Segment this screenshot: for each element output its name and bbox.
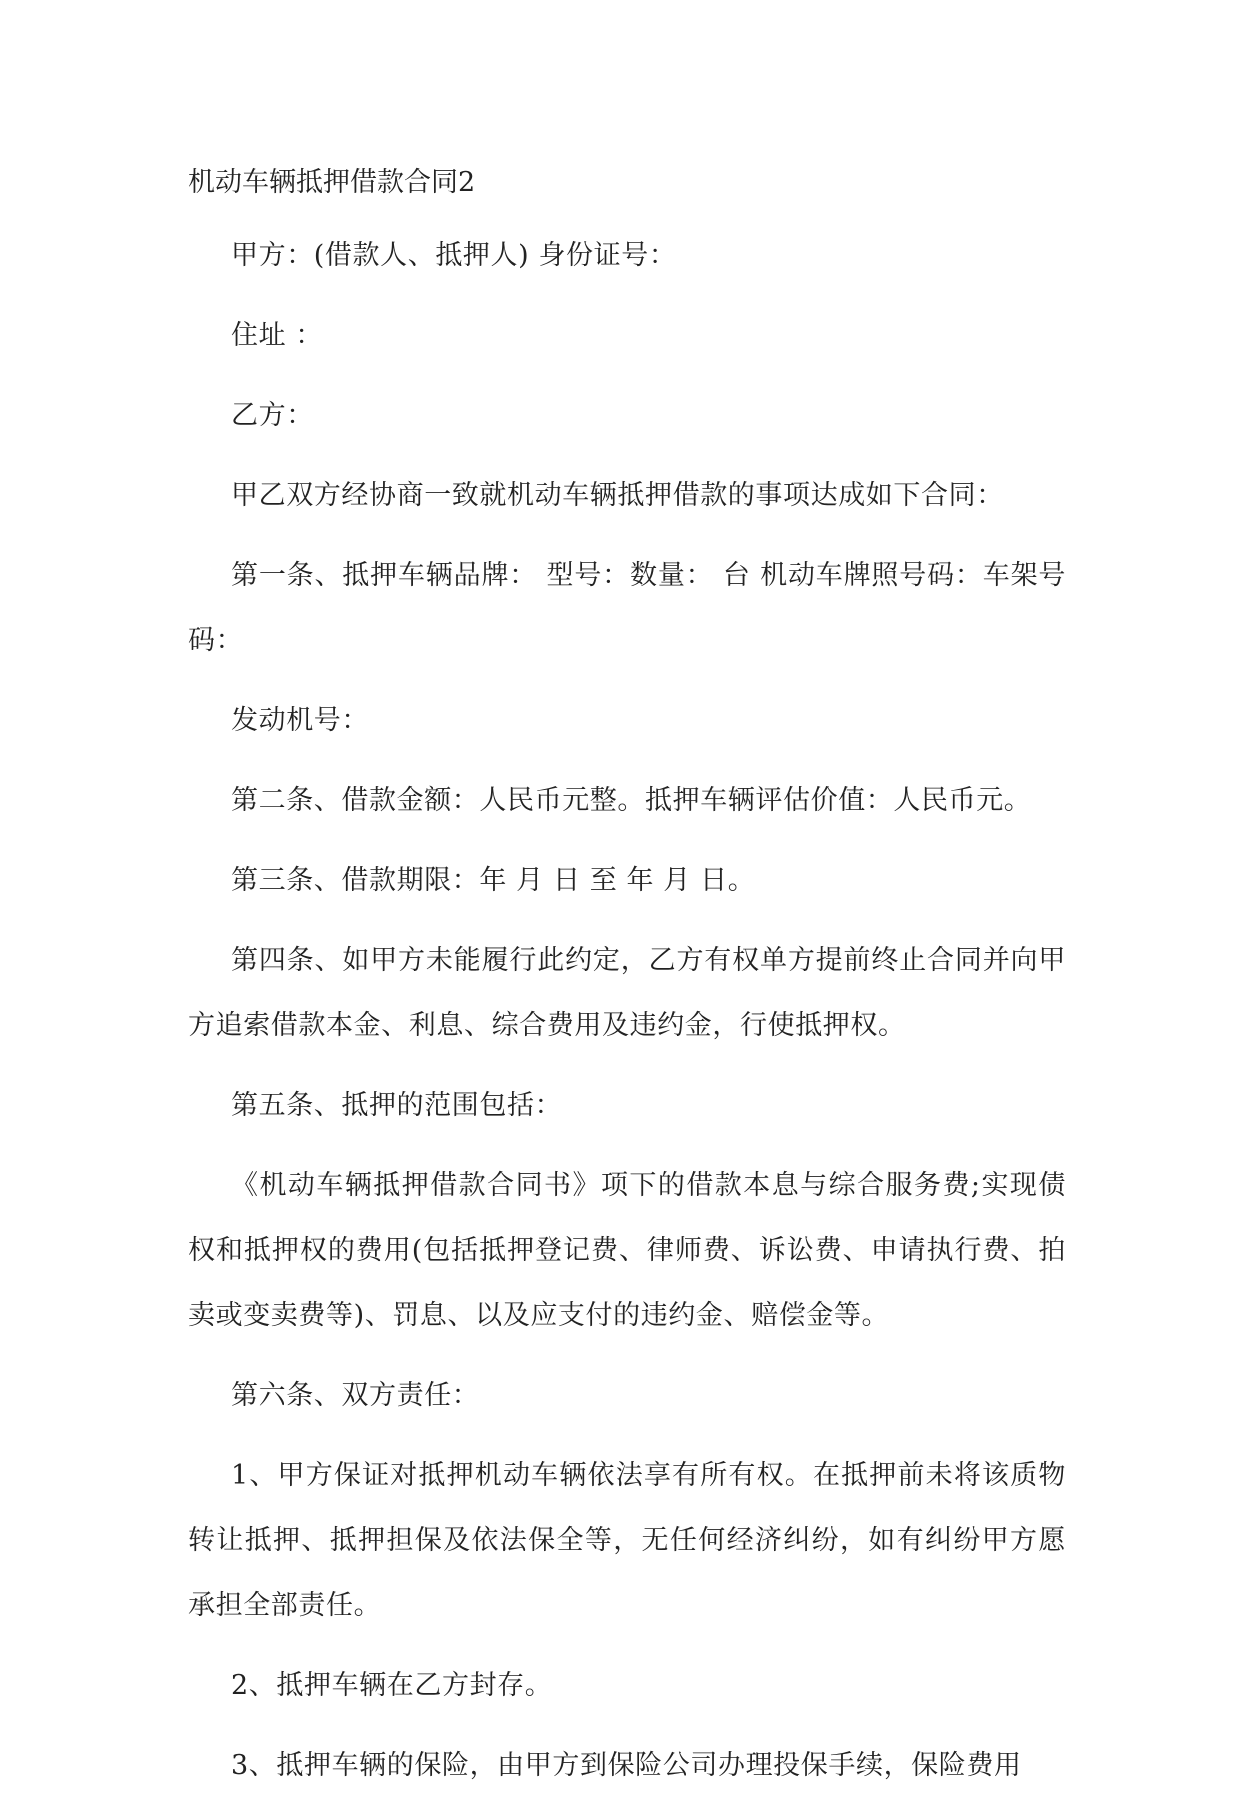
article-4: 第四条、如甲方未能履行此约定，乙方有权单方提前终止合同并向甲方追索借款本金、利息、综合费用及违约金，行使抵押权。 xyxy=(188,945,1066,1041)
article-6-item-3: 3、抵押车辆的保险，由甲方到保险公司办理投保手续，保险费用 xyxy=(231,1750,1022,1781)
article-5-scope: 《机动车辆抵押借款合同书》项下的借款本息与综合服务费;实现债权和抵押权的费用(包括抵押登记费、律师费、诉讼费、申请执行费、拍卖或变卖费等)、罚息、以及应支付的违约金、赔偿金等。 xyxy=(188,1170,1066,1331)
address-line: 住址 ： xyxy=(231,320,323,351)
article-6: 第六条、双方责任： xyxy=(231,1380,480,1411)
party-b-line: 乙方： xyxy=(231,400,314,431)
article-5: 第五条、抵押的范围包括： xyxy=(231,1090,563,1121)
party-a-line: 甲方：(借款人、抵押人) 身份证号： xyxy=(231,240,677,271)
agreement-intro: 甲乙双方经协商一致就机动车辆抵押借款的事项达成如下合同： xyxy=(231,480,1004,511)
article-3: 第三条、借款期限：年 月 日 至 年 月 日。 xyxy=(231,865,756,896)
document-title: 机动车辆抵押借款合同2 xyxy=(188,167,476,198)
article-6-item-1: 1、甲方保证对抵押机动车辆依法享有所有权。在抵押前未将该质物转让抵押、抵押担保及依法保全等，无任何经济纠纷，如有纠纷甲方愿承担全部责任。 xyxy=(188,1460,1066,1621)
article-2: 第二条、借款金额：人民币元整。抵押车辆评估价值：人民币元。 xyxy=(231,785,1032,816)
engine-number-line: 发动机号： xyxy=(231,705,369,736)
document-body xyxy=(188,158,1066,1798)
article-6-item-2: 2、抵押车辆在乙方封存。 xyxy=(231,1670,553,1701)
article-1: 第一条、抵押车辆品牌： 型号：数量： 台 机动车牌照号码：车架号码： xyxy=(188,560,1066,656)
